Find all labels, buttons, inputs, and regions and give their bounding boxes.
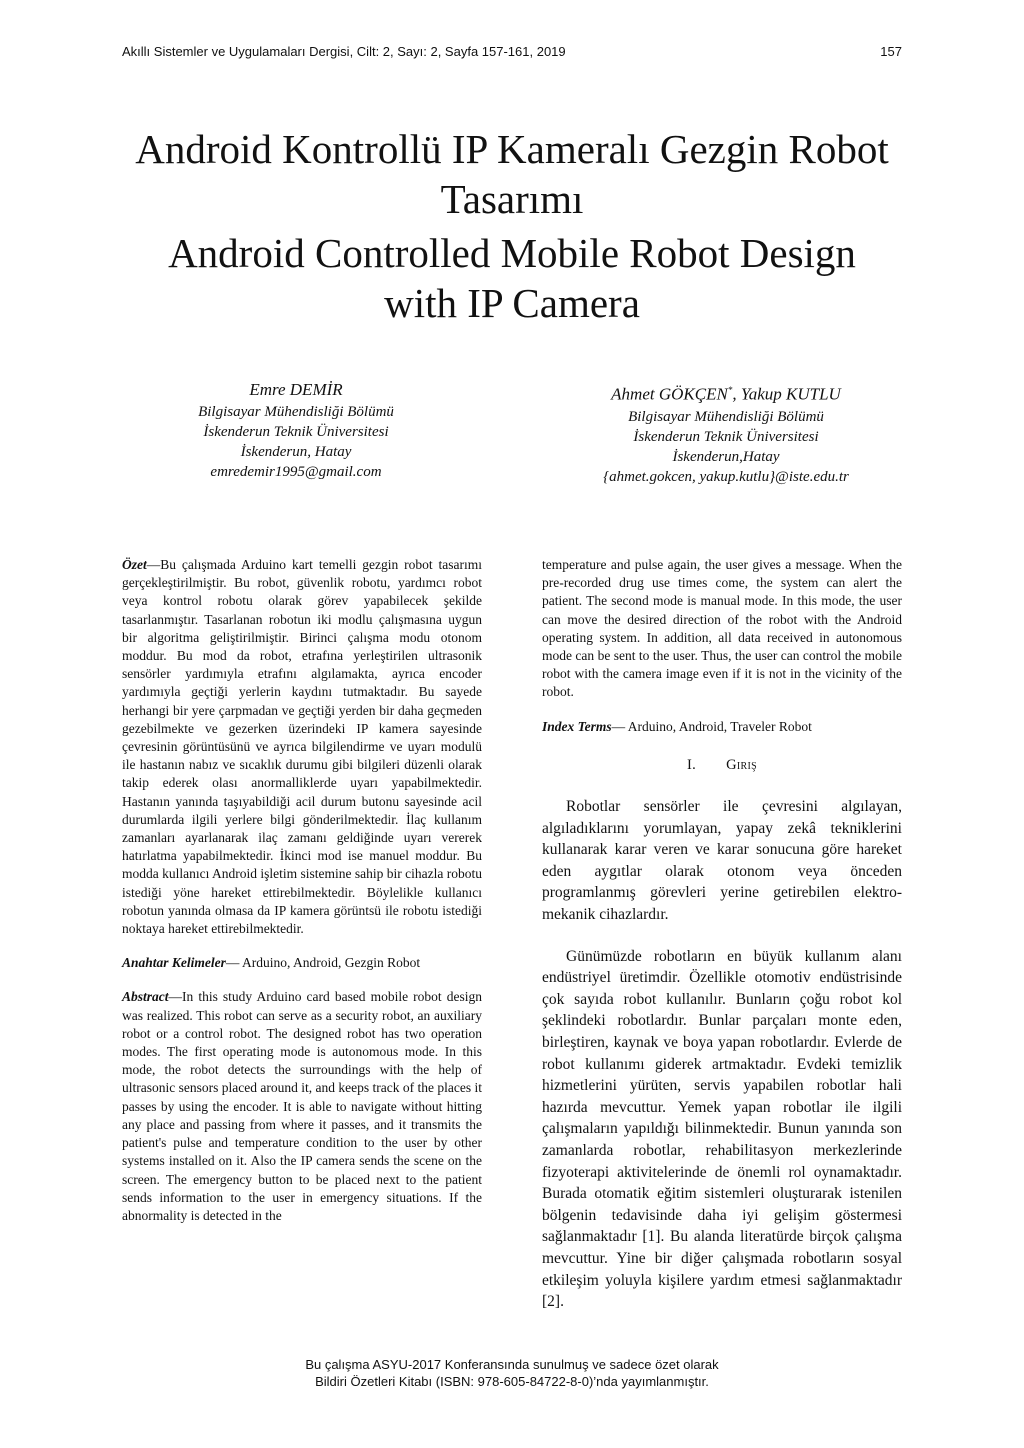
- title-english-line1: Android Controlled Mobile Robot Design: [168, 230, 856, 276]
- ozet-paragraph: [122, 556, 482, 938]
- abstract-paragraph: [122, 988, 482, 1225]
- section-heading: [542, 756, 902, 774]
- author-university: İskenderun Teknik Üniversitesi: [633, 428, 819, 445]
- corresponding-author-marker: *: [727, 385, 733, 395]
- author-name: Emre DEMİR: [249, 380, 343, 399]
- index-terms-label: Index Terms: [542, 718, 612, 734]
- ozet-label: Özet: [122, 557, 147, 572]
- author-city: İskenderun,Hatay: [672, 448, 780, 465]
- footer-line-1: Bu çalışma ASYU-2017 Konferansında sunulmuş ve sadece özet olarak: [305, 1357, 719, 1372]
- ozet-text: —Bu çalışmada Arduino kart temelli gezgin robot tasarımı gerçekleştirilmiştir. Bu robot, güvenlik robotu, yardımcı robot veya kontrol robotu olarak görev yapabilecek şekilde tasarlanmıştır. Tasarlanan robotun iki modlu çalışmasına uygun bir algoritma geliştirilmiştir. Birinci çalışma modu otonom moddur. Bu mod da robot, etrafına yerleştirilen ultrasonik sensörler yardımıyla etrafını algılamakta, ayrıca encoder yardımıyla geçtiği yerlerin kaydını tutmaktadır. Bu sayede herhangi bir yere çarpmadan ve geçtiği yerden bir daha geçmeden gezebilmekte ve gezerken üzerindeki IP kamera sayesinde çevresinin görüntüsünü ve ayrıca bilgilendirme ve uyarı modulü ile hastanın nabız ve sıcaklık durumu gibi bilgileri düzenli olarak takip ederek olası anormalliklerde uyarı yapabilmektedir. Hastanın yanında taşıyabildiği acil durum butonu sayesinde acil durumlarda ilgili yerlere bilgi gönderilmektedir. İlaç kullanım zamanları ayarlanarak ilaç zamanı geldiğinde uyarı vererek hatırlatma yapabilmektedir. İkinci mod ise manuel moddur. Bu modda kullanıcı Android işletim sistemine sahip bir cihazla robotu istediği yöne hareket ettirebilmektedir. Böylelikle kullanıcı robotun yanında olmasa da IP kamera görüntsü ile robotu istediği noktaya hareket ettirebilmektedir.: [122, 557, 482, 937]
- footer-line-2: Bildiri Özetleri Kitabı (ISBN: 978-605-84722-8-0)’nda yayımlanmıştır.: [315, 1374, 709, 1389]
- intro-paragraph-1: Robotlar sensörler ile çevresini algılayan, algıladıklarını yorumlayan, yapay zekâ tekniklerini kullanarak karar veren ve karar sonucuna göre hareket eden aygıtlar olarak otonom veya önceden programlanmış görevleri yerine getirebilen elektro-mekanik cihazlardır.: [542, 798, 902, 923]
- title-turkish-line1: Android Kontrollü IP Kameralı Gezgin Robot: [135, 126, 889, 172]
- author-university: İskenderun Teknik Üniversitesi: [203, 424, 389, 440]
- title-turkish: [60, 124, 964, 224]
- running-head: [122, 44, 902, 64]
- abstract-text: —In this study Arduino card based mobile robot design was realized. This robot can serve as a security robot, an auxiliary robot or a control robot. The designed robot has two operation modes. The first operating mode is autonomous mode. In this mode, the robot detects the surroundings with the help of ultrasonic sensors placed around it, and keeps track of the places it passes by using the encoder. It is able to navigate without hitting any place and passing from where it passes, and it transmits the patient's pulse and temperature condition to the user by other systems installed on it. Also the IP camera sends the scene on the screen. The emergency button to be placed next to the patient sends information to the user in emergency situations. If the abnormality is detected in the: [122, 989, 482, 1223]
- title-turkish-line2: Tasarımı: [440, 176, 584, 222]
- journal-citation: Akıllı Sistemler ve Uygulamaları Dergisi, Cilt: 2, Sayı: 2, Sayfa 157-161, 2019: [122, 44, 566, 59]
- anahtar-kelimeler: [122, 954, 482, 972]
- index-terms-text: — Arduino, Android, Traveler Robot: [611, 718, 812, 734]
- right-column: [542, 556, 902, 1313]
- author-department: Bilgisayar Mühendisliği Bölümü: [198, 404, 394, 420]
- anahtar-text: — Arduino, Android, Gezgin Robot: [225, 955, 421, 971]
- author-email: emredemir1995@gmail.com: [210, 464, 382, 480]
- title-english-line2: with IP Camera: [384, 280, 640, 326]
- intro-paragraph-2: Günümüzde robotların en büyük kullanım alanı endüstriyel üretimdir. Özellikle otomotiv endüstrisinde çok sayıda robot kullanılır. Bunların çoğu robot kol şeklindeki robotlardır. Bunlar parçaları monte eden, birleştiren, kaynak ve boya yapan robotlardır. Evlerde de robot kullanımı giderek artmaktadır. Evdeki temizlik hizmetlerini yürüten, servis yapabilen robotlar hali hazırda mevcuttur. Yemek yapan robotlar ile ilgili çalışmaların yapıldığı bilinmektedir. Bunun yanında son zamanlarda robotlar, rehabilitasyon merkezlerinde fizyoterapi aktivitelerinde de önemli rol oynamaktadır. Burada otomatik eğitim sistemleri oluşturarak istenilen bölgenin tedavisinde daha iyi gelişim göstermesi sağlanmaktadır [1]. Bu alanda literatürde birçok çalışma mevcuttur. Yine bir diğer çalışmada robotların sosyal etkileşim yoluyla kişilere yardım etmesi sağlanmaktadır [2].: [542, 947, 902, 1311]
- page-number: 157: [880, 44, 902, 59]
- author-name-b: , Yakup KUTLU: [732, 384, 841, 404]
- author-email: {ahmet.gokcen, yakup.kutlu}@iste.edu.tr: [603, 468, 849, 485]
- author-names: [556, 378, 896, 407]
- left-column: [122, 556, 482, 1225]
- abstract-continuation: temperature and pulse again, the user gives a message. When the pre-recorded drug use times come, the system can alert the patient. The second mode is manual mode. In this mode, the user can move the desired direction of the robot with the Android operating system. In addition, all data received in autonomous mode can be sent to the user. Thus, the user can control the mobile robot with the camera image even if it is not in the vicinity of the robot.: [542, 557, 902, 700]
- author-name-a: Ahmet GÖKÇEN: [611, 384, 728, 404]
- anahtar-label: Anahtar Kelimeler: [122, 955, 226, 971]
- index-terms: [542, 718, 902, 736]
- title-english: [60, 228, 964, 328]
- section-number: I.: [687, 756, 697, 773]
- abstract-label: Abstract: [122, 989, 169, 1005]
- author-department: Bilgisayar Mühendisliği Bölümü: [628, 408, 824, 425]
- section-title: Giriş: [726, 756, 757, 773]
- author-block-left: [126, 378, 466, 482]
- author-city: İskenderun, Hatay: [240, 444, 352, 460]
- footer-note: [0, 1356, 1024, 1390]
- author-block-right: [556, 378, 896, 487]
